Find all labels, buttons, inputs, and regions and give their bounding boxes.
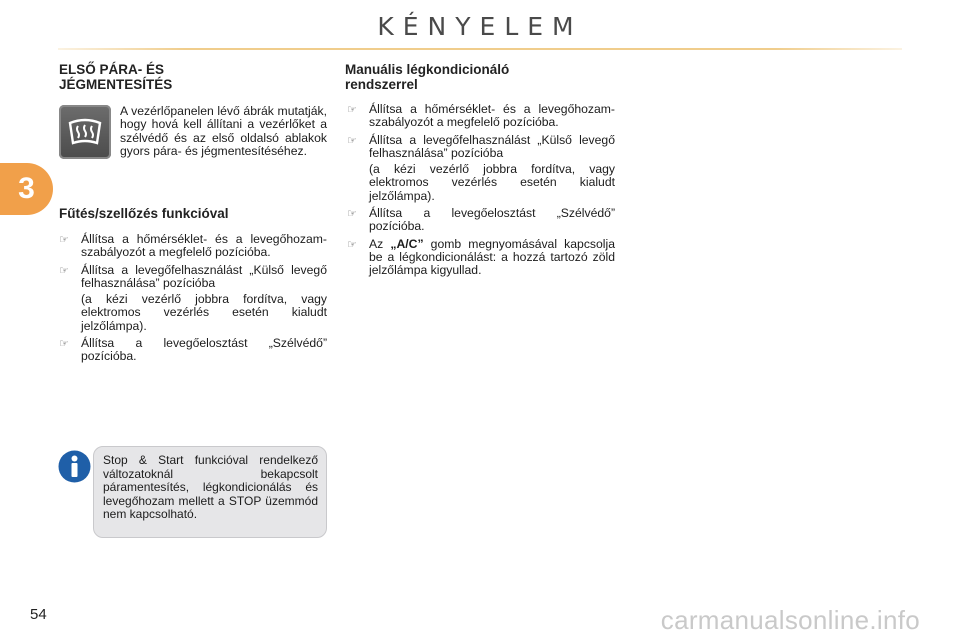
section-title-heating: Fűtés/szellőzés funkcióval	[59, 206, 229, 221]
header-rule	[58, 48, 902, 50]
page-number: 54	[30, 606, 47, 623]
rear-defrost-icon	[59, 105, 111, 159]
section-title-line2: JÉGMENTESÍTÉS	[59, 76, 173, 92]
list-item-text: (a kézi vezérlő jobbra fordítva, vagy elektromos vezérlés esetén kialudt jelzőlámpa).	[369, 162, 615, 203]
pointing-hand-icon: ☞	[59, 337, 69, 351]
defrost-description: A vezérlőpanelen lévő ábrák mutatják, hogy hová kell állítani a vezérlőket a szélvédő és az első oldalsó ablakok gyors pára- és jégmentesítéséhez.	[120, 104, 327, 158]
list-item-text: Állítsa a levegőfelhasználást „Külső levegő felhasználása” pozícióba	[81, 262, 327, 290]
list-item-text-pre: Az	[369, 236, 391, 251]
chapter-badge: 3	[0, 163, 53, 215]
heating-steps-list	[59, 233, 327, 368]
section-title-line1: ELSŐ PÁRA- ÉS	[59, 62, 165, 77]
info-text: Stop & Start funkcióval rendelkező változatoknál bekapcsolt páramentesítés, légkondicionálás és levegőhozam mellett a STOP üzemmód nem kapcsolható.	[103, 453, 318, 521]
list-item-note	[59, 293, 327, 333]
list-item	[347, 103, 615, 130]
list-item-text: (a kézi vezérlő jobbra fordítva, vagy elektromos vezérlés esetén kialudt jelzőlámpa).	[81, 292, 327, 333]
list-item-text: Állítsa a hőmérséklet- és a levegőhozam-szabályozót a megfelelő pozícióba.	[369, 102, 615, 130]
pointing-hand-icon: ☞	[347, 103, 357, 116]
list-item	[59, 264, 327, 291]
info-box	[93, 446, 327, 538]
list-item	[347, 207, 615, 234]
watermark: carmanualsonline.info	[660, 605, 920, 635]
list-item-text: Állítsa a levegőelosztást „Szélvédő” pozícióba.	[81, 336, 327, 364]
pointing-hand-icon: ☞	[347, 133, 357, 147]
pointing-hand-icon: ☞	[347, 237, 357, 251]
list-item	[59, 337, 327, 364]
page-header-title: KÉNYELEM	[377, 12, 583, 41]
list-item-text: Állítsa a hőmérséklet- és a levegőhozam-szabályozót a megfelelő pozícióba.	[81, 232, 327, 260]
list-item-text: Állítsa a levegőfelhasználást „Külső levegő felhasználása” pozícióba	[369, 132, 615, 160]
list-item	[347, 134, 615, 161]
pointing-hand-icon: ☞	[59, 233, 69, 246]
list-item-text-post: gomb megnyomásával kapcsolja be a légkondicionálást: a hozzá tartozó zöld jelzőlámpa kigyullad.	[369, 236, 615, 278]
section-title-manual-ac	[345, 63, 509, 92]
section-title-defrost	[59, 63, 172, 92]
manual-ac-steps-list	[347, 103, 615, 282]
list-item-note	[347, 163, 615, 203]
ac-button-label: „A/C”	[390, 236, 424, 251]
list-item-text: Állítsa a levegőelosztást „Szélvédő” pozícióba.	[369, 206, 615, 234]
pointing-hand-icon: ☞	[59, 263, 69, 277]
info-icon	[58, 450, 91, 483]
section-title-line2: rendszerrel	[345, 76, 418, 92]
list-item	[347, 238, 615, 278]
pointing-hand-icon: ☞	[347, 207, 357, 221]
list-item	[59, 233, 327, 260]
section-title-line1: Manuális légkondicionáló	[345, 62, 510, 77]
